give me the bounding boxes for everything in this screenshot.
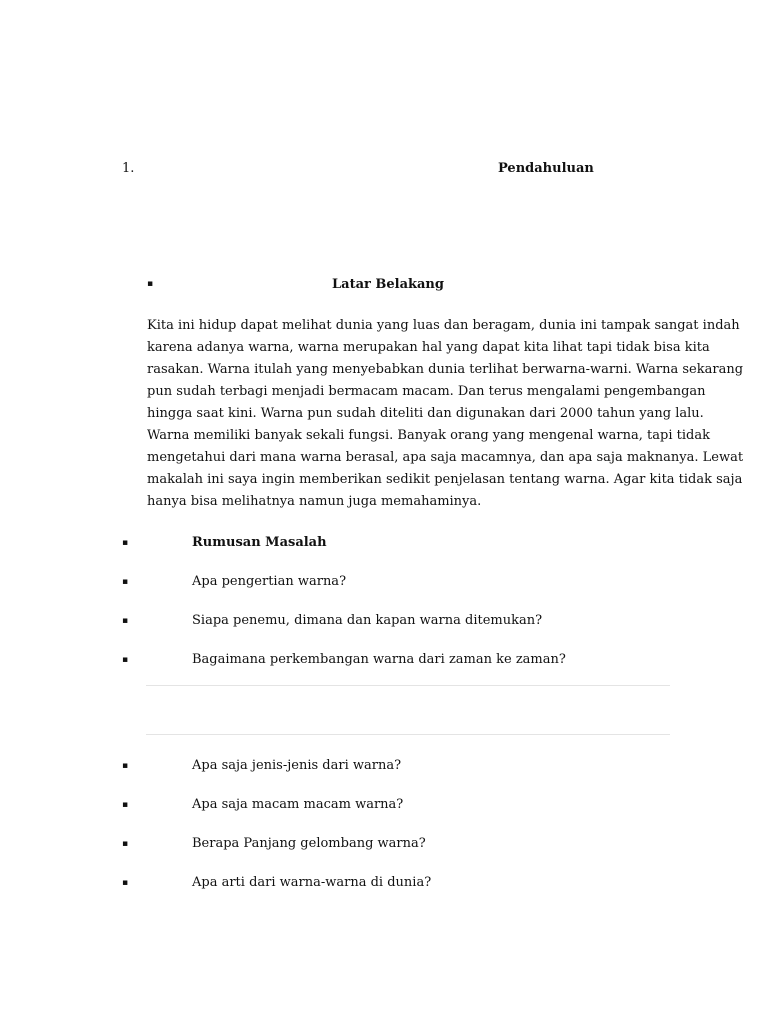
- page-divider: [146, 734, 670, 735]
- paragraph-line: rasakan. Warna itulah yang menyebabkan dunia terlihat berwarna-warni. Warna sekarang: [147, 362, 744, 377]
- paragraph-line: karena adanya warna, warna merupakan hal yang dapat kita lihat tapi tidak bisa kita: [147, 340, 710, 355]
- list-item: Apa arti dari warna-warna di dunia?: [192, 875, 432, 890]
- list-item: Apa pengertian warna?: [192, 574, 347, 589]
- list-bullet: ▪: [122, 800, 129, 810]
- intro-paragraph: [147, 315, 744, 513]
- list-item: Siapa penemu, dimana dan kapan warna ditemukan?: [192, 613, 543, 628]
- list-bullet: ▪: [122, 761, 129, 771]
- subsection-title: Latar Belakang: [332, 277, 444, 292]
- list-heading: Rumusan Masalah: [192, 535, 327, 550]
- section-number: 1.: [122, 161, 135, 176]
- paragraph-line: hanya bisa melihatnya namun juga memahaminya.: [147, 494, 482, 509]
- list-item: Bagaimana perkembangan warna dari zaman ke zaman?: [192, 652, 566, 667]
- page-divider: [146, 685, 670, 686]
- list-bullet: ▪: [122, 878, 129, 888]
- list-bullet: ▪: [122, 577, 129, 587]
- list-item: Berapa Panjang gelombang warna?: [192, 836, 426, 851]
- list-item: Apa saja macam macam warna?: [192, 797, 404, 812]
- paragraph-line: pun sudah terbagi menjadi bermacam macam. Dan terus mengalami pengembangan: [147, 384, 706, 399]
- paragraph-line: Warna memiliki banyak sekali fungsi. Banyak orang yang mengenal warna, tapi tidak: [147, 428, 710, 443]
- paragraph-line: Kita ini hidup dapat melihat dunia yang luas dan beragam, dunia ini tampak sangat indah: [147, 318, 740, 333]
- list-item: Apa saja jenis-jenis dari warna?: [192, 758, 402, 773]
- list-bullet: ▪: [122, 839, 129, 849]
- list-bullet: ▪: [122, 655, 129, 665]
- subsection-bullet: ▪: [147, 279, 154, 289]
- paragraph-line: hingga saat kini. Warna pun sudah diteliti dan digunakan dari 2000 tahun yang lalu.: [147, 406, 704, 421]
- list-bullet: ▪: [122, 616, 129, 626]
- list-bullet: ▪: [122, 538, 129, 548]
- section-title: Pendahuluan: [498, 161, 594, 176]
- paragraph-line: mengetahui dari mana warna berasal, apa saja macamnya, dan apa saja maknanya. Lewat: [147, 450, 744, 465]
- paragraph-line: makalah ini saya ingin memberikan sedikit penjelasan tentang warna. Agar kita tidak saja: [147, 472, 743, 487]
